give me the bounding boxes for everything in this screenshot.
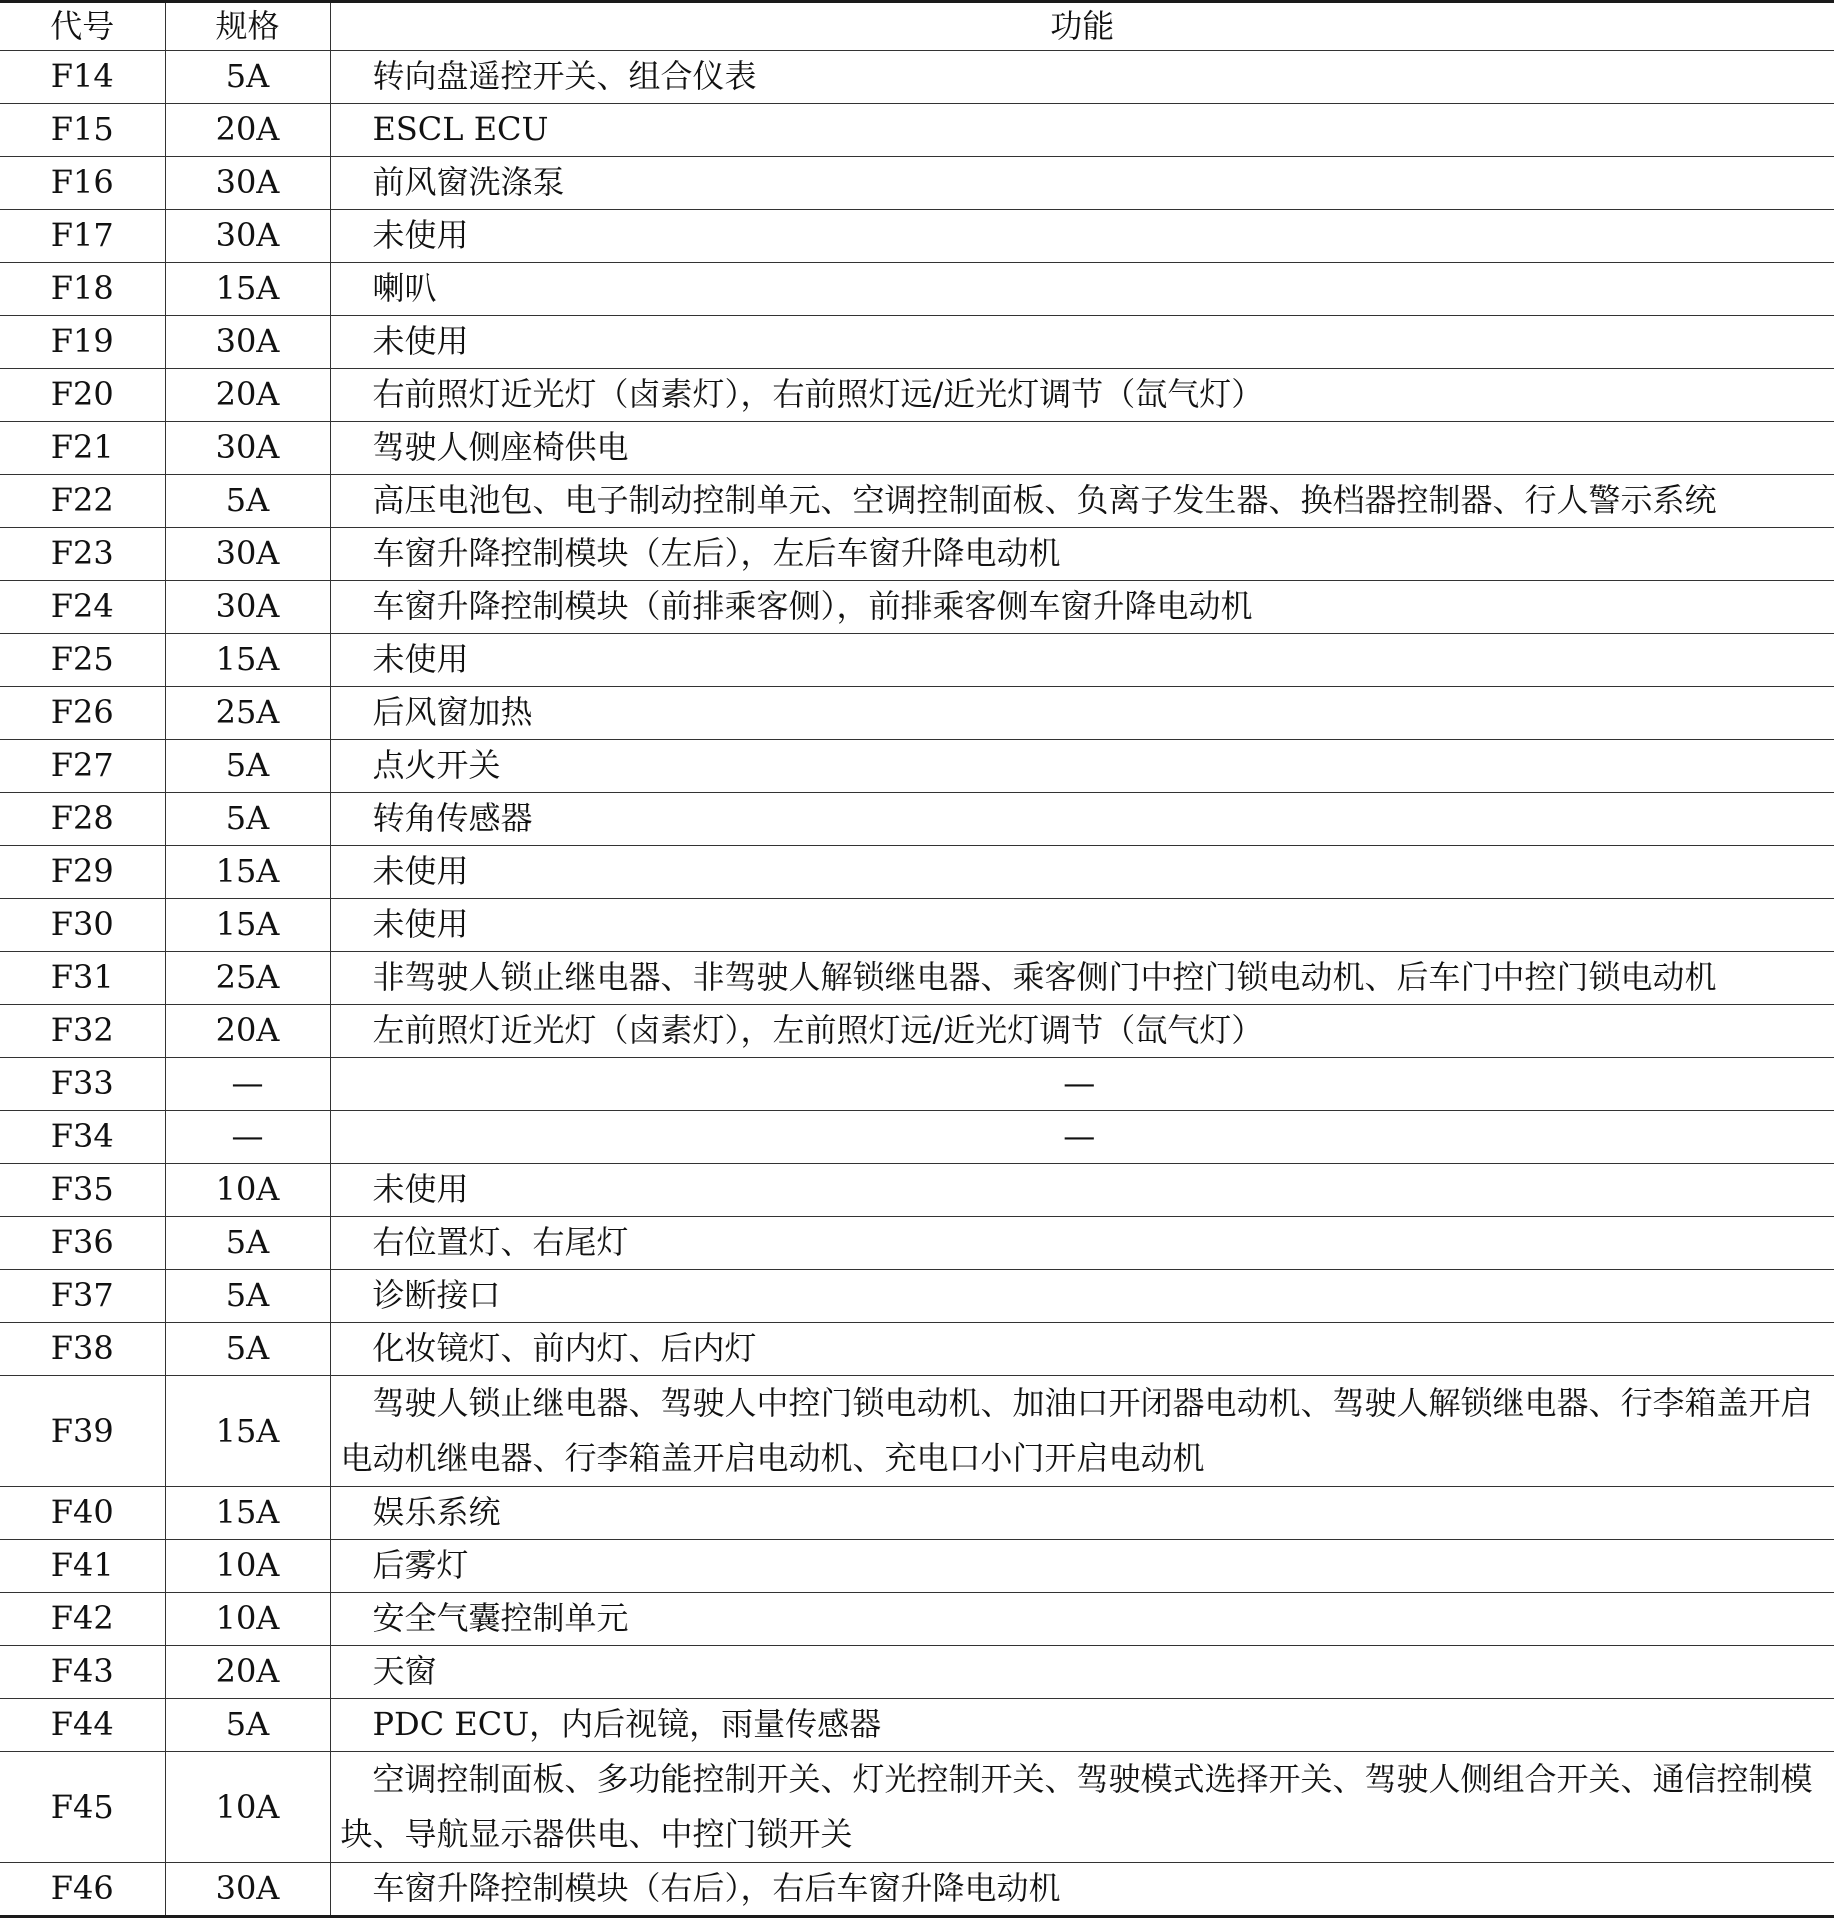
table-row: [0, 1752, 1834, 1863]
cell-code: F27: [0, 740, 165, 793]
cell-spec: 5A: [165, 1323, 330, 1376]
cell-spec: 30A: [165, 528, 330, 581]
cell-function: 车窗升降控制模块（左后），左后车窗升降电动机: [330, 528, 1834, 581]
table-row: [0, 1376, 1834, 1487]
table-row: [0, 952, 1834, 1005]
cell-spec: 10A: [165, 1164, 330, 1217]
cell-spec: 5A: [165, 475, 330, 528]
cell-code: F29: [0, 846, 165, 899]
table-header: [0, 2, 1834, 51]
cell-code: F28: [0, 793, 165, 846]
cell-function: 未使用: [330, 1164, 1834, 1217]
table-row: [0, 1863, 1834, 1917]
cell-code: F22: [0, 475, 165, 528]
cell-code: F14: [0, 51, 165, 104]
cell-function: PDC ECU，内后视镜，雨量传感器: [330, 1699, 1834, 1752]
table-row: [0, 369, 1834, 422]
cell-function: 后雾灯: [330, 1540, 1834, 1593]
table-row: [0, 1593, 1834, 1646]
table-row: [0, 1058, 1834, 1111]
cell-code: F41: [0, 1540, 165, 1593]
cell-spec: 20A: [165, 104, 330, 157]
table-row: [0, 316, 1834, 369]
table-row: [0, 1699, 1834, 1752]
cell-spec: 5A: [165, 1699, 330, 1752]
cell-code: F38: [0, 1323, 165, 1376]
table-row: [0, 740, 1834, 793]
cell-spec: 20A: [165, 369, 330, 422]
table-row: [0, 1540, 1834, 1593]
cell-spec: 30A: [165, 422, 330, 475]
cell-function: 诊断接口: [330, 1270, 1834, 1323]
cell-code: F34: [0, 1111, 165, 1164]
table-row: [0, 210, 1834, 263]
cell-code: F19: [0, 316, 165, 369]
table-row: [0, 528, 1834, 581]
table-row: [0, 157, 1834, 210]
cell-function: 左前照灯近光灯（卤素灯），左前照灯远/近光灯调节（氙气灯）: [330, 1005, 1834, 1058]
cell-code: F46: [0, 1863, 165, 1917]
cell-spec: 15A: [165, 1376, 330, 1487]
cell-code: F37: [0, 1270, 165, 1323]
cell-function: 车窗升降控制模块（前排乘客侧），前排乘客侧车窗升降电动机: [330, 581, 1834, 634]
cell-spec: 5A: [165, 740, 330, 793]
cell-function: 喇叭: [330, 263, 1834, 316]
table-row: [0, 846, 1834, 899]
cell-function: 空调控制面板、多功能控制开关、灯光控制开关、驾驶模式选择开关、驾驶人侧组合开关、通信控制模块、导航显示器供电、中控门锁开关: [330, 1752, 1834, 1863]
table-row: [0, 422, 1834, 475]
cell-spec: 30A: [165, 157, 330, 210]
cell-spec: 5A: [165, 793, 330, 846]
table-row: [0, 1005, 1834, 1058]
cell-code: F18: [0, 263, 165, 316]
table-row: [0, 1270, 1834, 1323]
cell-code: F25: [0, 634, 165, 687]
cell-code: F32: [0, 1005, 165, 1058]
cell-function: —: [330, 1058, 1834, 1111]
table-row: [0, 899, 1834, 952]
table-row: [0, 687, 1834, 740]
cell-code: F42: [0, 1593, 165, 1646]
cell-code: F17: [0, 210, 165, 263]
header-spec: 规格: [165, 2, 330, 51]
cell-code: F33: [0, 1058, 165, 1111]
cell-spec: 15A: [165, 263, 330, 316]
cell-spec: —: [165, 1111, 330, 1164]
cell-spec: 15A: [165, 846, 330, 899]
table-row: [0, 1164, 1834, 1217]
cell-function: 前风窗洗涤泵: [330, 157, 1834, 210]
cell-code: F21: [0, 422, 165, 475]
cell-function: 点火开关: [330, 740, 1834, 793]
cell-function: 化妆镜灯、前内灯、后内灯: [330, 1323, 1834, 1376]
cell-code: F43: [0, 1646, 165, 1699]
cell-code: F24: [0, 581, 165, 634]
cell-function: 转向盘遥控开关、组合仪表: [330, 51, 1834, 104]
cell-spec: 5A: [165, 51, 330, 104]
cell-spec: 25A: [165, 687, 330, 740]
cell-function: 车窗升降控制模块（右后），右后车窗升降电动机: [330, 1863, 1834, 1917]
cell-spec: 10A: [165, 1752, 330, 1863]
cell-function: 未使用: [330, 899, 1834, 952]
table-row: [0, 1217, 1834, 1270]
table-row: [0, 1646, 1834, 1699]
cell-function: 娱乐系统: [330, 1487, 1834, 1540]
cell-spec: 15A: [165, 634, 330, 687]
cell-spec: 15A: [165, 1487, 330, 1540]
cell-spec: 10A: [165, 1593, 330, 1646]
cell-spec: 30A: [165, 210, 330, 263]
cell-code: F39: [0, 1376, 165, 1487]
cell-function: 驾驶人侧座椅供电: [330, 422, 1834, 475]
table-row: [0, 793, 1834, 846]
cell-spec: 5A: [165, 1270, 330, 1323]
table-row: [0, 475, 1834, 528]
cell-code: F20: [0, 369, 165, 422]
cell-function: 右前照灯近光灯（卤素灯），右前照灯远/近光灯调节（氙气灯）: [330, 369, 1834, 422]
cell-spec: 30A: [165, 316, 330, 369]
cell-spec: 15A: [165, 899, 330, 952]
header-function: 功能: [330, 2, 1834, 51]
cell-function: 天窗: [330, 1646, 1834, 1699]
cell-function: 未使用: [330, 846, 1834, 899]
table-body: [0, 51, 1834, 1917]
cell-spec: 5A: [165, 1217, 330, 1270]
cell-function: 高压电池包、电子制动控制单元、空调控制面板、负离子发生器、换档器控制器、行人警示系统: [330, 475, 1834, 528]
table-row: [0, 581, 1834, 634]
cell-code: F35: [0, 1164, 165, 1217]
cell-code: F40: [0, 1487, 165, 1540]
cell-function: ESCL ECU: [330, 104, 1834, 157]
cell-spec: 30A: [165, 1863, 330, 1917]
cell-code: F15: [0, 104, 165, 157]
cell-function: 非驾驶人锁止继电器、非驾驶人解锁继电器、乘客侧门中控门锁电动机、后车门中控门锁电动机: [330, 952, 1834, 1005]
cell-function: 后风窗加热: [330, 687, 1834, 740]
cell-function: 未使用: [330, 634, 1834, 687]
header-row: [0, 2, 1834, 51]
table-row: [0, 1487, 1834, 1540]
cell-spec: 10A: [165, 1540, 330, 1593]
cell-code: F23: [0, 528, 165, 581]
cell-spec: 20A: [165, 1005, 330, 1058]
table-row: [0, 1323, 1834, 1376]
cell-code: F26: [0, 687, 165, 740]
table-row: [0, 104, 1834, 157]
table-row: [0, 51, 1834, 104]
cell-code: F31: [0, 952, 165, 1005]
cell-function: 未使用: [330, 210, 1834, 263]
cell-function: 转角传感器: [330, 793, 1834, 846]
cell-code: F30: [0, 899, 165, 952]
cell-code: F36: [0, 1217, 165, 1270]
cell-function: 安全气囊控制单元: [330, 1593, 1834, 1646]
cell-spec: 20A: [165, 1646, 330, 1699]
table-row: [0, 1111, 1834, 1164]
cell-spec: —: [165, 1058, 330, 1111]
cell-function: 右位置灯、右尾灯: [330, 1217, 1834, 1270]
cell-function: 驾驶人锁止继电器、驾驶人中控门锁电动机、加油口开闭器电动机、驾驶人解锁继电器、行李箱盖开启电动机继电器、行李箱盖开启电动机、充电口小门开启电动机: [330, 1376, 1834, 1487]
header-code: 代号: [0, 2, 165, 51]
table-row: [0, 263, 1834, 316]
cell-code: F45: [0, 1752, 165, 1863]
cell-spec: 25A: [165, 952, 330, 1005]
cell-code: F44: [0, 1699, 165, 1752]
cell-function: 未使用: [330, 316, 1834, 369]
table-row: [0, 634, 1834, 687]
cell-spec: 30A: [165, 581, 330, 634]
cell-function: —: [330, 1111, 1834, 1164]
cell-code: F16: [0, 157, 165, 210]
